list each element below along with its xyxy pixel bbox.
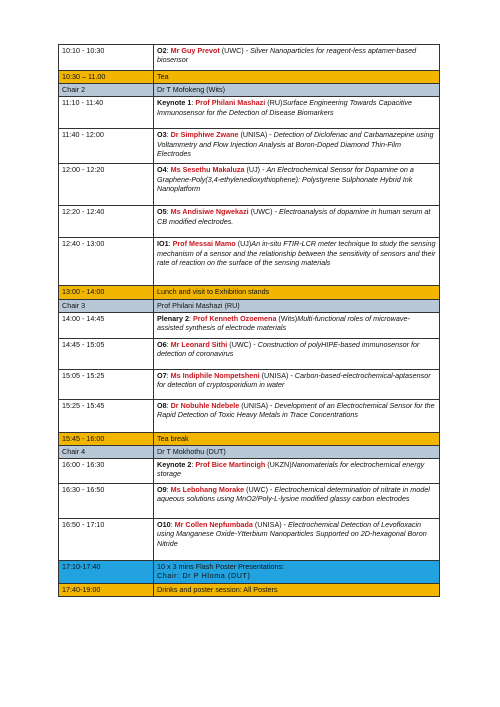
break-label: Lunch and visit to Exhibition stands bbox=[154, 286, 440, 299]
talk-separator: : bbox=[166, 485, 171, 495]
talk-code: Keynote 2 bbox=[157, 460, 192, 470]
talk-code: O7 bbox=[157, 370, 167, 380]
break-row bbox=[59, 286, 440, 299]
talk-code: IO1 bbox=[157, 239, 169, 249]
speaker-name: Dr Simphiwe Zwane bbox=[170, 130, 239, 140]
time-cell: Chair 3 bbox=[59, 299, 154, 312]
talk-title: Development of an Electrochemical Sensor for the Rapid Detection of Toxic Heavy Metals in Trace Concentrations bbox=[157, 400, 435, 420]
break-row bbox=[59, 71, 440, 84]
talk-separator: : bbox=[166, 130, 171, 140]
talk-code: O2 bbox=[157, 46, 167, 55]
speaker-affiliation: (UNISA) bbox=[238, 130, 270, 140]
talk-dash: - bbox=[262, 165, 267, 175]
time-cell: 12:40 - 13:00 bbox=[59, 238, 154, 286]
talk-cell bbox=[154, 369, 440, 399]
time-cell: 14:00 - 14:45 bbox=[59, 312, 154, 338]
time-cell: 10:30 – 11.00 bbox=[59, 71, 154, 84]
talk-separator: : bbox=[191, 98, 196, 108]
talk-dash: - bbox=[274, 207, 279, 217]
speaker-affiliation: (UWC) bbox=[227, 339, 254, 349]
talk-code: O10 bbox=[157, 520, 171, 530]
speaker-affiliation: (RU) bbox=[265, 98, 283, 108]
time-cell: 13:00 - 14:00 bbox=[59, 286, 154, 299]
talk-row bbox=[59, 484, 440, 519]
time-cell: 17:10-17:40 bbox=[59, 561, 154, 583]
talk-title: Electrochemical determination of nitrate in model aqueous solutions using MnO2/Poly-L-lysine modified glassy carbon electrodes bbox=[157, 485, 430, 504]
time-cell: 11:40 - 12:00 bbox=[59, 129, 154, 164]
talk-row bbox=[59, 45, 440, 71]
talk-dash: - bbox=[283, 520, 289, 530]
time-cell: Chair 2 bbox=[59, 84, 154, 97]
talk-row bbox=[59, 338, 440, 369]
time-cell: 16:30 - 16:50 bbox=[59, 484, 154, 519]
talk-separator: : bbox=[166, 207, 171, 217]
flash-poster-title: 10 x 3 mins Flash Poster Presentations: bbox=[157, 562, 285, 572]
break-label: Drinks and poster session: All Posters bbox=[154, 583, 440, 596]
time-cell: 15:25 - 15:45 bbox=[59, 399, 154, 432]
talk-cell bbox=[154, 97, 440, 129]
talk-code: Keynote 1 bbox=[157, 98, 192, 108]
talk-title: Silver Nanoparticles for reagent-less aptamer-based biosensor bbox=[157, 46, 417, 65]
time-cell: 17:40-19:00 bbox=[59, 583, 154, 596]
talk-separator: : bbox=[166, 339, 171, 349]
chair-row bbox=[59, 299, 440, 312]
talk-row bbox=[59, 238, 440, 286]
talk-code: Plenary 2 bbox=[157, 313, 189, 323]
talk-cell bbox=[154, 164, 440, 206]
break-label: Tea bbox=[154, 71, 440, 84]
talk-cell bbox=[154, 129, 440, 164]
chair-name: Dr T Mokhothu (DUT) bbox=[154, 446, 440, 459]
time-cell: 16:00 - 16:30 bbox=[59, 459, 154, 484]
speaker-affiliation: (UWC) bbox=[248, 207, 275, 217]
talk-dash: - bbox=[290, 370, 295, 380]
flash-poster-chair: Chair: Dr P Hloma (DUT) bbox=[157, 571, 251, 581]
talk-cell bbox=[154, 519, 440, 561]
time-cell: 12:00 - 12:20 bbox=[59, 164, 154, 206]
speaker-affiliation: (UNISA) bbox=[252, 520, 284, 530]
speaker-name: Prof Philani Mashazi bbox=[195, 98, 266, 108]
speaker-name: Dr Nobuhle Ndebele bbox=[170, 400, 240, 410]
talk-dash: - bbox=[270, 400, 275, 410]
time-cell: 15:05 - 15:25 bbox=[59, 369, 154, 399]
talk-separator: : bbox=[166, 400, 171, 410]
talk-row bbox=[59, 399, 440, 432]
talk-row bbox=[59, 312, 440, 338]
talk-code: O4 bbox=[157, 165, 167, 175]
talk-title: Carbon-based-electrochemical-aptasensor for detection of cryptosporidium in water bbox=[157, 370, 431, 390]
break-row bbox=[59, 432, 440, 445]
speaker-name: Mr Collen Nepfumbada bbox=[174, 520, 253, 530]
speaker-name: Mr Leonard Sithi bbox=[170, 339, 228, 349]
chair-name: Prof Philani Mashazi (RU) bbox=[154, 299, 440, 312]
talk-dash: - bbox=[269, 130, 274, 140]
talk-title: Electroanalysis of dopamine in human serum at CB modified electrodes. bbox=[157, 207, 431, 226]
flash-poster-cell bbox=[154, 561, 440, 583]
talk-row bbox=[59, 206, 440, 238]
talk-code: O5 bbox=[157, 207, 167, 217]
talk-separator: : bbox=[168, 239, 173, 249]
talk-row bbox=[59, 97, 440, 129]
talk-title: An Electrochemical Sensor for Dopamine on a Graphene-Poly(3,4-ethylenedioxythiophene): Polystyrene Sulphonate Hybrid Ink Nanoplatform bbox=[157, 165, 414, 193]
speaker-name: Ms Lebohang Morake bbox=[170, 485, 245, 495]
time-cell: 16:50 - 17:10 bbox=[59, 519, 154, 561]
time-cell: 10:10 - 10:30 bbox=[59, 45, 154, 71]
speaker-name: Prof Kenneth Ozoemena bbox=[192, 313, 277, 323]
talk-code: O9 bbox=[157, 485, 167, 495]
break-label: Tea break bbox=[154, 432, 440, 445]
speaker-affiliation: (UJ) bbox=[235, 239, 252, 249]
time-cell: 12:20 - 12:40 bbox=[59, 206, 154, 238]
talk-cell bbox=[154, 484, 440, 519]
talk-code: O3 bbox=[157, 130, 167, 140]
speaker-affiliation: (UJ) bbox=[244, 165, 263, 175]
talk-separator: : bbox=[166, 46, 171, 55]
talk-code: O8 bbox=[157, 400, 167, 410]
talk-title: Multi-functional roles of microwave-assisted synthesis of electrode materials bbox=[157, 313, 410, 333]
talk-cell bbox=[154, 459, 440, 484]
chair-row bbox=[59, 446, 440, 459]
speaker-affiliation: (Wits) bbox=[276, 313, 298, 323]
talk-row bbox=[59, 164, 440, 206]
speaker-affiliation: (UKZN) bbox=[265, 460, 292, 470]
talk-row bbox=[59, 129, 440, 164]
talk-code: O6 bbox=[157, 339, 167, 349]
talk-title: Electrochemical Detection of Levofloxacin using Manganese Oxide-Ytterbium Nanoparticles Supported on 2D-hexagonal Boron Nitride bbox=[157, 520, 427, 548]
speaker-name: Mr Guy Prevot bbox=[170, 46, 220, 55]
talk-separator: : bbox=[188, 313, 193, 323]
talk-cell bbox=[154, 312, 440, 338]
speaker-affiliation: (UNISA) bbox=[259, 370, 291, 380]
time-cell: Chair 4 bbox=[59, 446, 154, 459]
talk-cell bbox=[154, 399, 440, 432]
talk-title: Nanomaterials for electrochemical energy storage bbox=[157, 460, 425, 479]
talk-dash: - bbox=[270, 485, 275, 495]
flash-poster-row bbox=[59, 561, 440, 583]
talk-separator: : bbox=[191, 460, 196, 470]
talk-title: Detection of Diclofenac and Carbamazepine using Voltammetry and Flow Injection Analysis at Boron-Doped Diamond Thin-Film Electrodes bbox=[157, 130, 434, 158]
time-cell: 15:45 - 16:00 bbox=[59, 432, 154, 445]
speaker-affiliation: (UWC) bbox=[219, 46, 246, 55]
time-cell: 11:10 - 11:40 bbox=[59, 97, 154, 129]
chair-row bbox=[59, 84, 440, 97]
speaker-name: Ms Indiphile Nompetsheni bbox=[170, 370, 260, 380]
talk-cell bbox=[154, 238, 440, 286]
talk-title: Surface Engineering Towards Capacitive Immunosensor for the Detection of Disease Biomarkers bbox=[157, 98, 413, 117]
talk-cell bbox=[154, 45, 440, 71]
speaker-name: Ms Sesethu Makaluza bbox=[170, 165, 245, 175]
speaker-affiliation: (UWC) bbox=[244, 485, 271, 495]
talk-dash: - bbox=[253, 339, 258, 349]
talk-cell bbox=[154, 206, 440, 238]
talk-cell bbox=[154, 338, 440, 369]
speaker-affiliation: (UNISA) bbox=[239, 400, 271, 410]
talk-separator: : bbox=[166, 370, 171, 380]
programme-table bbox=[58, 44, 440, 597]
talk-row bbox=[59, 519, 440, 561]
talk-title: Construction of polyHIPE-based immunosensor for detection of coronavirus bbox=[157, 339, 420, 359]
talk-separator: : bbox=[170, 520, 175, 530]
talk-row bbox=[59, 369, 440, 399]
speaker-name: Ms Andisiwe Ngwekazi bbox=[170, 207, 249, 217]
speaker-name: Prof Bice Martincigh bbox=[195, 460, 266, 470]
time-cell: 14:45 - 15:05 bbox=[59, 338, 154, 369]
talk-title: An in-situ FTIR-LCR meter technique to study the sensing mechanism of a sensor and the relationship between the sensitivity of sensors and their rate of reaction on the surface of the sensing materials bbox=[157, 239, 436, 267]
talk-separator: : bbox=[166, 165, 171, 175]
speaker-name: Prof Messai Mamo bbox=[172, 239, 236, 249]
talk-row bbox=[59, 459, 440, 484]
break-row bbox=[59, 583, 440, 596]
talk-dash: - bbox=[245, 46, 251, 55]
chair-name: Dr T Mofokeng (Wits) bbox=[154, 84, 440, 97]
